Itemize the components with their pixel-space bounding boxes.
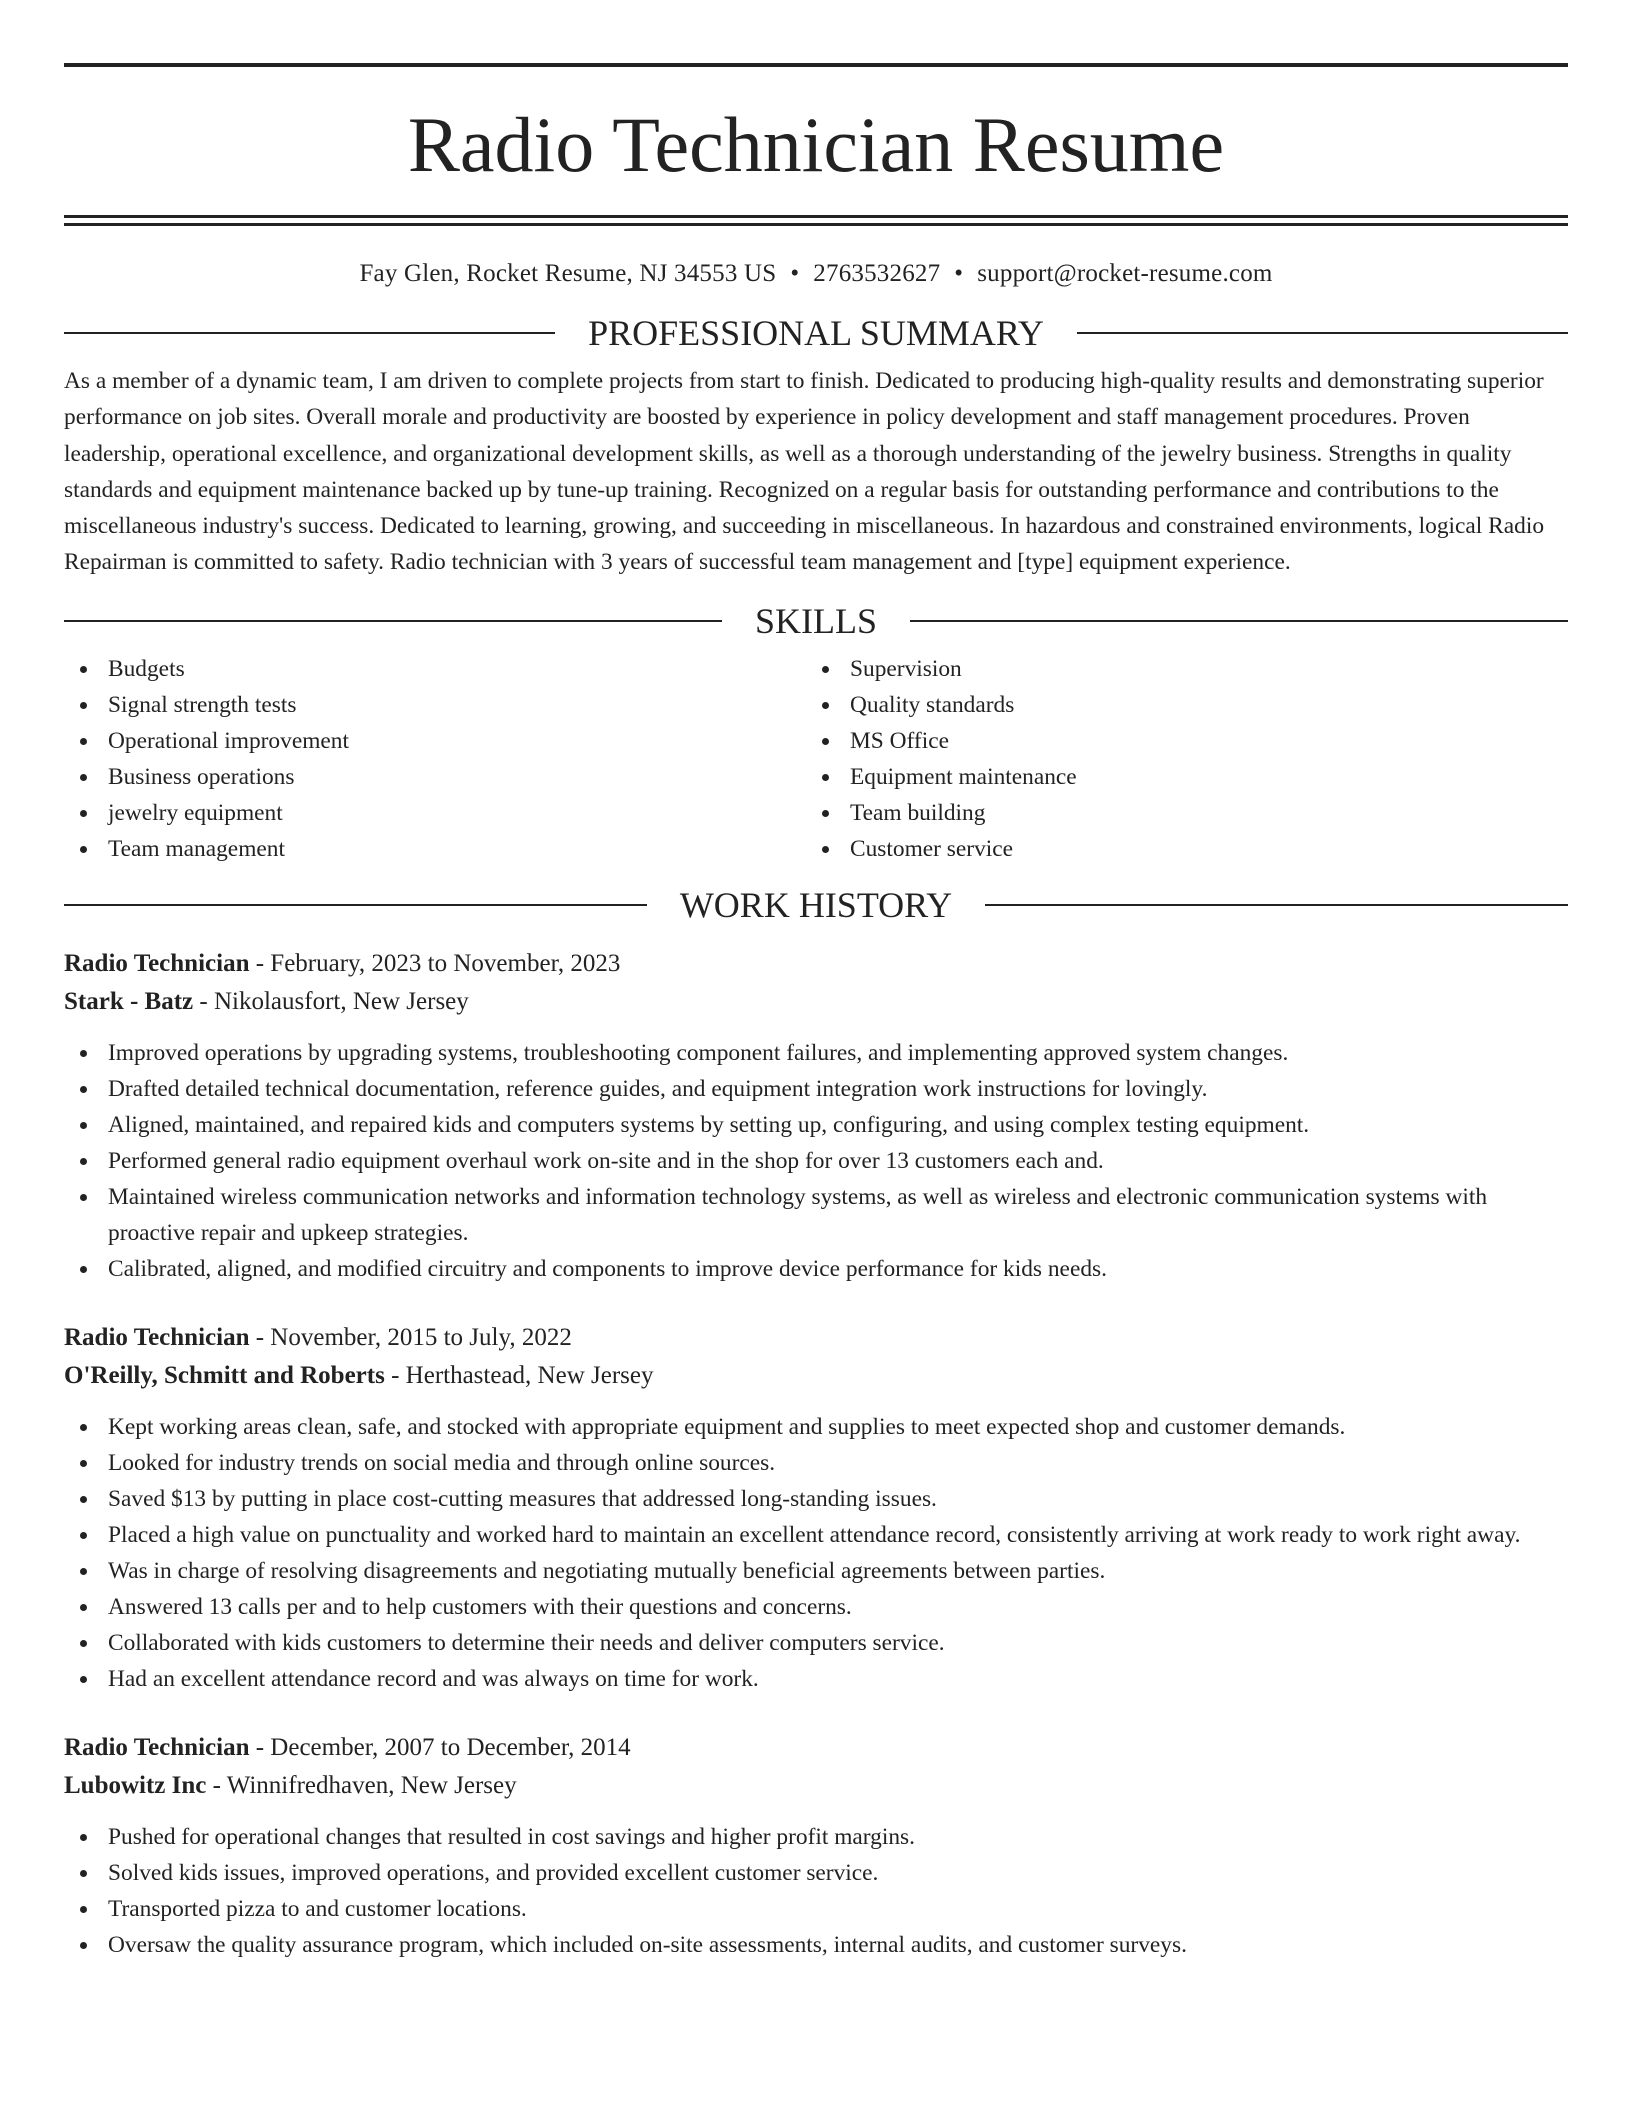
job-bullets (64, 1409, 1568, 1697)
summary-heading-label: PROFESSIONAL SUMMARY (588, 313, 1044, 353)
job-location: - Winnifredhaven, New Jersey (206, 1771, 517, 1799)
heading-rule-left (64, 904, 647, 906)
job-bullet: Saved $13 by putting in place cost-cutting measures that addressed long-standing issues. (64, 1481, 1568, 1517)
contact-address: Fay Glen, Rocket Resume, NJ 34553 US (359, 260, 777, 287)
work-history (64, 945, 1568, 1963)
job-company-line (64, 1767, 1568, 1805)
resume-content (64, 63, 1568, 1995)
contact-phone: 2763532627 (813, 260, 941, 287)
top-rule (64, 63, 1568, 67)
job-company: Lubowitz Inc (64, 1771, 207, 1799)
summary-heading (64, 313, 1568, 353)
job-bullet: Performed general radio equipment overhaul work on-site and in the shop for over 13 customers each and. (64, 1143, 1568, 1179)
job-title: Radio Technician (64, 1323, 250, 1351)
skills-list (64, 651, 1568, 867)
job-company: Stark - Batz (64, 987, 194, 1015)
job-dates: - December, 2007 to December, 2014 (249, 1733, 631, 1761)
skill-item: Signal strength tests (64, 687, 806, 723)
skills-column-left (64, 651, 806, 867)
resume-title: Radio Technician Resume (407, 101, 1225, 188)
job-entry (64, 1729, 1568, 1963)
job-bullet: Drafted detailed technical documentation, reference guides, and equipment integration work instructions for lovingly. (64, 1071, 1568, 1107)
job-bullet: Collaborated with kids customers to determine their needs and deliver computers service. (64, 1625, 1568, 1661)
skill-item: Operational improvement (64, 723, 806, 759)
skill-item: Supervision (806, 651, 1548, 687)
skills-heading (64, 601, 1568, 641)
heading-rule-left (64, 620, 722, 622)
skill-item: Budgets (64, 651, 806, 687)
job-entry (64, 1319, 1568, 1697)
job-location: - Nikolausfort, New Jersey (193, 987, 469, 1015)
contact-separator: • (954, 260, 964, 287)
job-bullet: Transported pizza to and customer locations. (64, 1891, 1568, 1927)
job-dates: - November, 2015 to July, 2022 (249, 1323, 572, 1351)
job-company: O'Reilly, Schmitt and Roberts (64, 1361, 385, 1389)
work-heading-label: WORK HISTORY (679, 884, 953, 925)
contact-separator: • (790, 260, 800, 287)
contact-line (64, 259, 1568, 289)
work-heading (64, 885, 1568, 925)
job-bullet: Placed a high value on punctuality and worked hard to maintain an excellent attendance record, consistently arriving at work ready to work right away. (64, 1517, 1568, 1553)
job-bullets (64, 1819, 1568, 1963)
job-bullet: Solved kids issues, improved operations, and provided excellent customer service. (64, 1855, 1568, 1891)
job-entry (64, 945, 1568, 1287)
skills-heading-label: SKILLS (755, 600, 878, 641)
job-dates: - February, 2023 to November, 2023 (249, 949, 621, 977)
job-title-line (64, 1319, 1568, 1357)
heading-rule-right (910, 620, 1568, 622)
heading-rule-right (985, 904, 1568, 906)
summary-text: As a member of a dynamic team, I am driven to complete projects from start to finish. Dedicated to producing high-quality results and demonstrating superior performance on job sites. Overall morale and productivity are boosted by experience in policy development and staff management procedures. Proven leadership, operational excellence, and organizational development skills, as well as a thorough understanding of the jewelry business. Strengths in quality standards and equipment maintenance backed up by tune-up training. Recognized on a regular basis for outstanding performance and contributions to the miscellaneous industry's success. Dedicated to learning, growing, and succeeding in miscellaneous. In hazardous and constrained environments, logical Radio Repairman is committed to safety. Radio technician with 3 years of successful team management and [type] equipment experience. (64, 368, 1545, 576)
skill-item: jewelry equipment (64, 795, 806, 831)
job-bullet: Pushed for operational changes that resulted in cost savings and higher profit margins. (64, 1819, 1568, 1855)
job-title: Radio Technician (64, 1733, 250, 1761)
title-double-rule (64, 215, 1568, 226)
skills-column-right (806, 651, 1548, 867)
skill-item: Business operations (64, 759, 806, 795)
heading-rule-left (64, 332, 555, 334)
skill-item: Team management (64, 831, 806, 867)
job-title-line (64, 945, 1568, 983)
skill-item: Customer service (806, 831, 1548, 867)
job-title-line (64, 1729, 1568, 1767)
job-bullet: Oversaw the quality assurance program, which included on-site assessments, internal audits, and customer surveys. (64, 1927, 1568, 1963)
heading-rule-right (1077, 332, 1568, 334)
job-bullet: Answered 13 calls per and to help customers with their questions and concerns. (64, 1589, 1568, 1625)
skill-item: Team building (806, 795, 1548, 831)
job-company-line (64, 1357, 1568, 1395)
job-bullet: Had an excellent attendance record and was always on time for work. (64, 1661, 1568, 1697)
job-company-line (64, 983, 1568, 1021)
contact-email: support@rocket-resume.com (977, 260, 1273, 287)
job-bullet: Aligned, maintained, and repaired kids and computers systems by setting up, configuring, and using complex testing equipment. (64, 1107, 1568, 1143)
job-location: - Herthastead, New Jersey (384, 1361, 654, 1389)
job-bullets (64, 1035, 1568, 1287)
job-title: Radio Technician (64, 949, 250, 977)
job-bullet: Calibrated, aligned, and modified circuitry and components to improve device performance for kids needs. (64, 1251, 1568, 1287)
skill-item: MS Office (806, 723, 1548, 759)
job-bullet: Maintained wireless communication networks and information technology systems, as well as wireless and electronic communication systems with proactive repair and upkeep strategies. (64, 1179, 1568, 1251)
skill-item: Equipment maintenance (806, 759, 1548, 795)
skill-item: Quality standards (806, 687, 1548, 723)
job-bullet: Kept working areas clean, safe, and stocked with appropriate equipment and supplies to meet expected shop and customer demands. (64, 1409, 1568, 1445)
job-bullet: Was in charge of resolving disagreements and negotiating mutually beneficial agreements between parties. (64, 1553, 1568, 1589)
job-bullet: Looked for industry trends on social media and through online sources. (64, 1445, 1568, 1481)
job-bullet: Improved operations by upgrading systems, troubleshooting component failures, and implementing approved system changes. (64, 1035, 1568, 1071)
